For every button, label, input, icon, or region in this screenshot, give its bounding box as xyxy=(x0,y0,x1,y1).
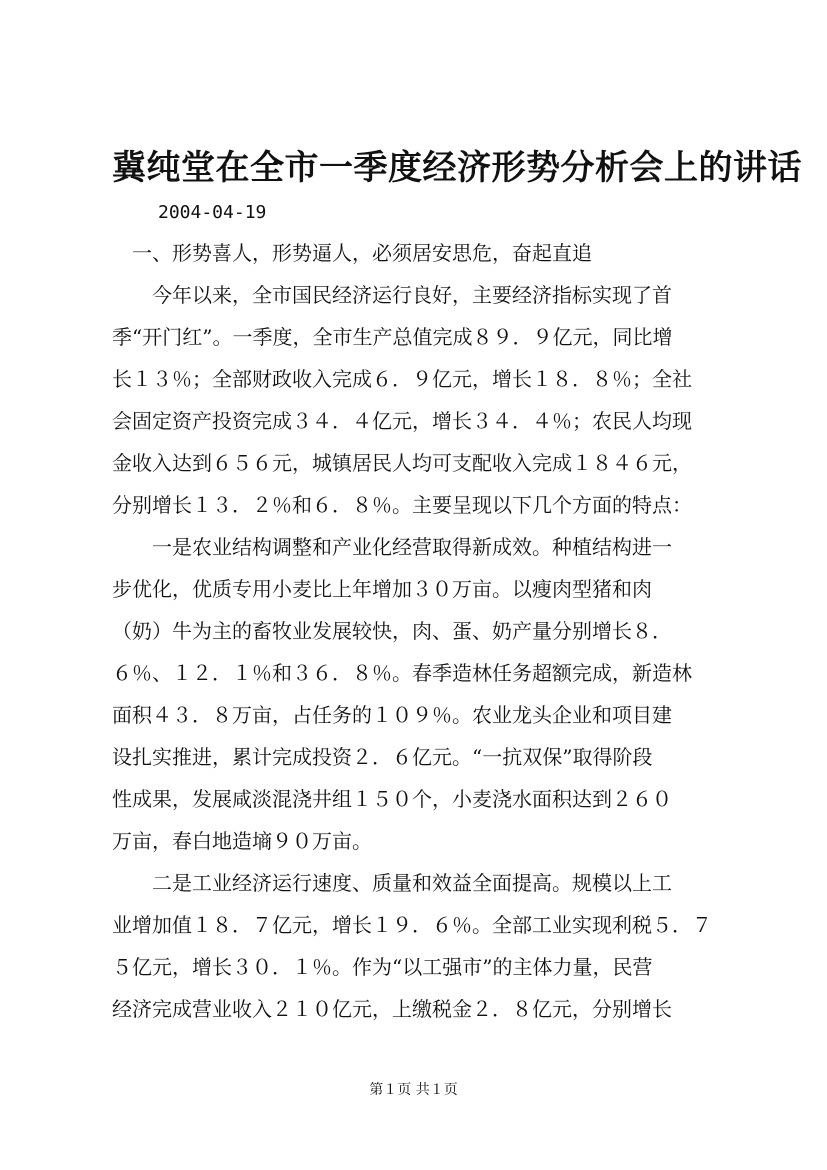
body-line: 季“开门红”。一季度，全市生产总值完成８９．９亿元，同比增 xyxy=(112,325,673,349)
body-line: 经济完成营业收入２１０亿元，上缴税金２．８亿元，分别增长 xyxy=(112,997,672,1021)
body-line: 面积４３．８万亩，占任务的１０９％。农业龙头企业和项目建 xyxy=(112,703,672,727)
document-date: 2004-04-19 xyxy=(158,202,267,223)
body-line: 长１３％；全部财政收入完成６．９亿元，增长１８．８％；全社 xyxy=(112,367,692,391)
body-line: 金收入达到６５６元，城镇居民人均可支配收入完成１８４６元， xyxy=(112,451,692,475)
body-line: ５亿元，增长３０．１％。作为“以工强市”的主体力量，民营 xyxy=(112,955,653,979)
body-line: 一是农业结构调整和产业化经营取得新成效。种植结构进一 xyxy=(112,535,672,559)
body-line: （奶）牛为主的畜牧业发展较快，肉、蛋、奶产量分别增长８． xyxy=(112,619,672,643)
body-line: 分别增长１３．２％和６．８％。主要呈现以下几个方面的特点： xyxy=(112,493,692,517)
body-line: 会固定资产投资完成３４．４亿元，增长３４．４％；农民人均现 xyxy=(112,409,692,433)
page-footer: 第１页 共１页 xyxy=(369,1082,458,1098)
body-line: ６％、１２．１％和３６．８％。春季造林任务超额完成，新造林 xyxy=(112,661,692,685)
body-line: 业增加值１８．７亿元，增长１９．６％。全部工业实现利税５．７ xyxy=(112,913,712,937)
body-line: 万亩，春白地造墒９０万亩。 xyxy=(112,829,372,853)
body-line: 一、形势喜人，形势逼人，必须居安思危，奋起直追 xyxy=(112,241,592,265)
body-line: 步优化，优质专用小麦比上年增加３０万亩。以瘦肉型猪和肉 xyxy=(112,577,652,601)
page-title: 冀纯堂在全市一季度经济形势分析会上的讲话 xyxy=(112,148,802,188)
body-line: 二是工业经济运行速度、质量和效益全面提高。规模以上工 xyxy=(112,871,672,895)
body-line: 今年以来，全市国民经济运行良好，主要经济指标实现了首 xyxy=(112,283,672,307)
body-line: 性成果，发展咸淡混浇井组１５０个，小麦浇水面积达到２６０ xyxy=(112,787,672,811)
body-line: 设扎实推进，累计完成投资２．６亿元。“一抗双保”取得阶段 xyxy=(112,745,653,769)
